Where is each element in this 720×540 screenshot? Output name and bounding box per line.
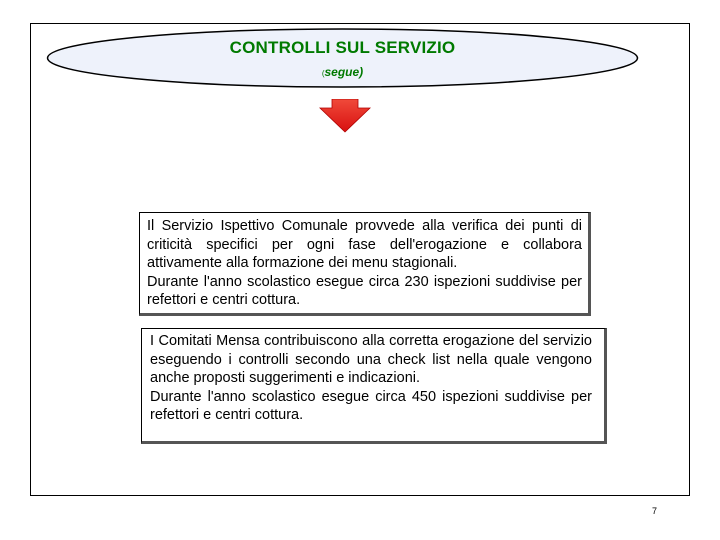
box2-paragraph-2: Durante l'anno scolastico esegue circa 450 ispezioni suddivise per refettori e centri cottura. xyxy=(150,388,592,423)
ispettivo-comunale-box xyxy=(139,212,591,316)
box1-paragraph-1: Il Servizio Ispettivo Comunale provvede alla verifica dei punti di criticità specifici per ogni fase dell'erogazione e collabora attivamente alla formazione dei menu stagionali. xyxy=(147,218,582,271)
box2-paragraph-1: I Comitati Mensa contribuiscono alla corretta erogazione del servizio eseguendo i controlli secondo una check list nella quale vengono anche proposti suggerimenti e indicazioni. xyxy=(150,333,592,386)
page-subtitle xyxy=(45,65,640,79)
subtitle-label: segue) xyxy=(324,65,364,79)
box1-paragraph-2: Durante l'anno scolastico esegue circa 230 ispezioni suddivise per refettori e centri cottura. xyxy=(147,273,582,308)
title-ellipse-shape xyxy=(45,27,640,89)
title-ellipse xyxy=(45,27,640,89)
down-arrow-icon xyxy=(319,99,371,133)
comitati-mensa-box xyxy=(141,328,607,444)
page-number: 7 xyxy=(652,506,658,516)
page-title: CONTROLLI SUL SERVIZIO xyxy=(229,38,456,57)
subtitle-paren: ( xyxy=(321,69,325,78)
